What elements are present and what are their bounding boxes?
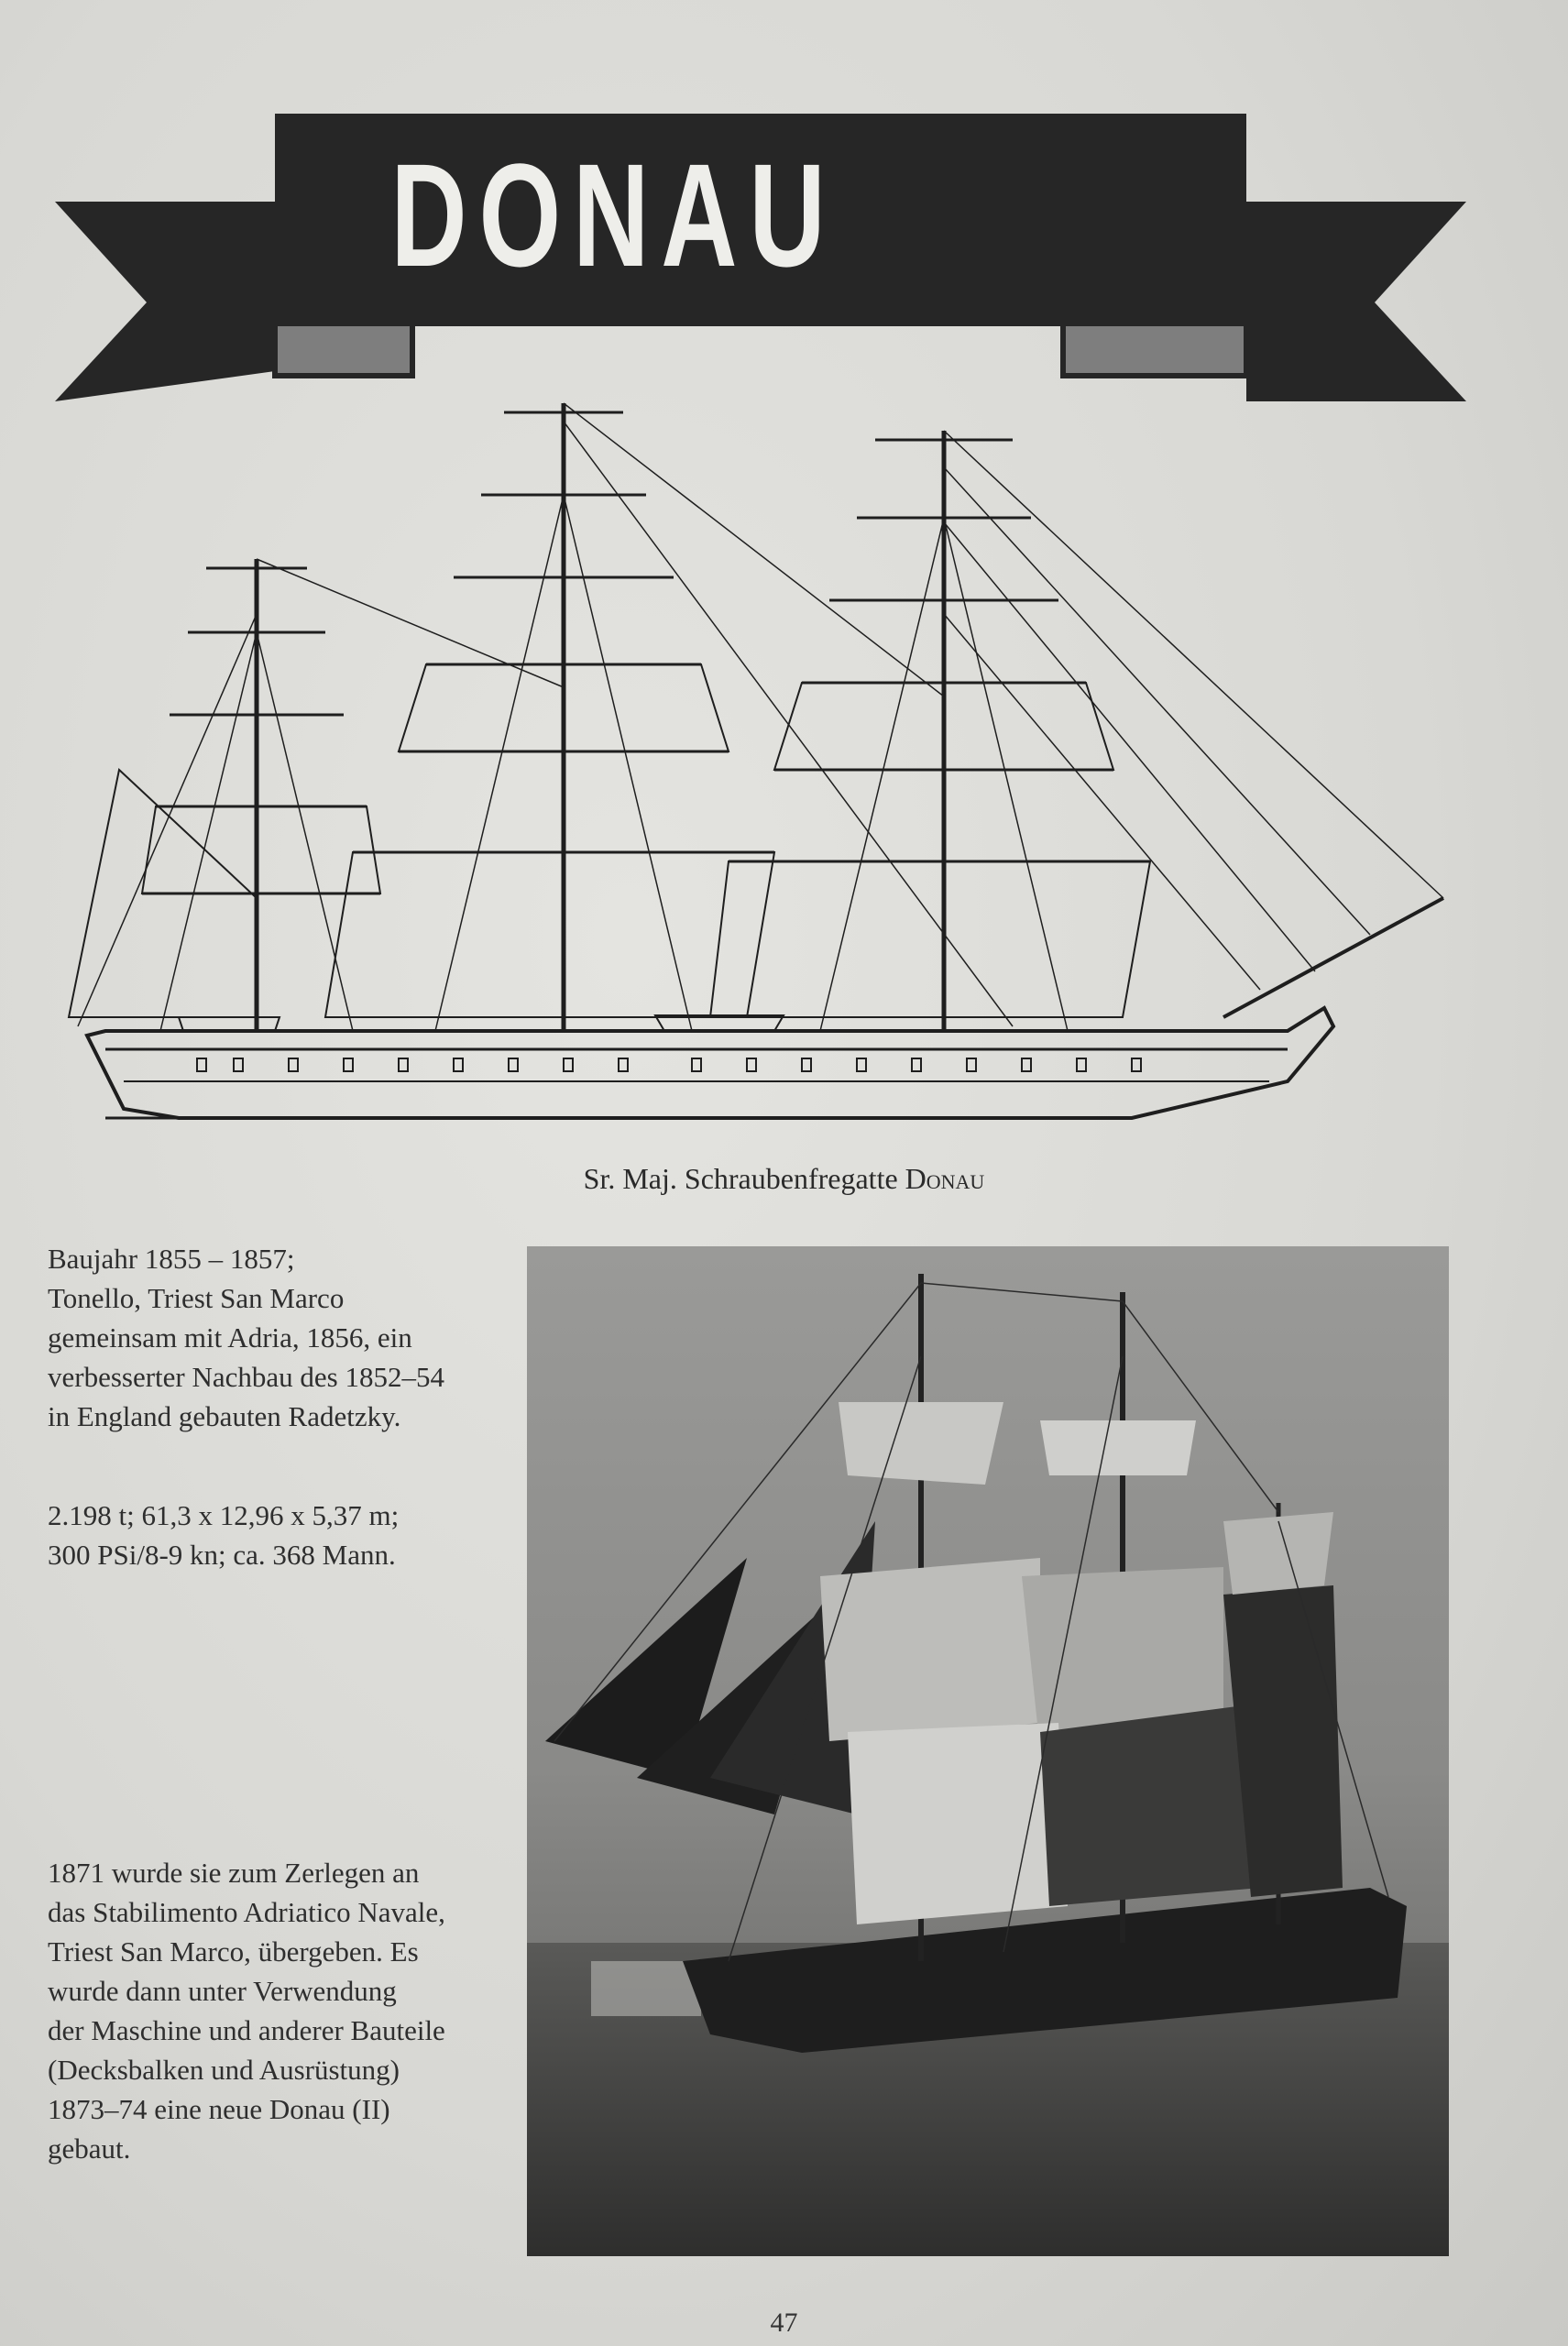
photo-sail-8 [1223, 1512, 1333, 1595]
photo-image [527, 1246, 1449, 2256]
gunports [197, 1058, 1141, 1071]
text-line: Tonello, Triest San Marco [48, 1282, 345, 1314]
frigate-photograph [527, 1246, 1449, 2256]
text-line: gebaut. [48, 2132, 131, 2165]
photo-sail-6 [1040, 1705, 1260, 1906]
history-info [48, 1853, 506, 2168]
mizzen-yards [142, 568, 380, 893]
banner-title: DONAU [390, 133, 838, 297]
page-number: 47 [770, 2308, 798, 2338]
sails [69, 664, 1150, 1017]
caption-ship-name: Donau [905, 1162, 985, 1195]
frigate-line-drawing [50, 385, 1462, 1136]
bowsprit [1223, 898, 1443, 1017]
text-line: der Maschine und anderer Bauteile [48, 2014, 445, 2046]
photo-sail-3 [820, 1558, 1040, 1741]
text-line: 300 PSi/8-9 kn; ca. 368 Mann. [48, 1539, 396, 1571]
text-line: das Stabilimento Adriatico Navale, [48, 1896, 445, 1928]
fore-yards [729, 440, 1150, 861]
text-line: Triest San Marco, übergeben. Es [48, 1935, 419, 1968]
text-line: verbesserter Nachbau des 1852–54 [48, 1361, 444, 1393]
hull-outline [87, 1008, 1333, 1118]
text-line: Baujahr 1855 – 1857; [48, 1243, 295, 1275]
ship-boat-2 [179, 1017, 280, 1031]
distant-boat [591, 1961, 701, 2016]
text-line: gemeinsam mit Adria, 1856, ein [48, 1321, 412, 1354]
text-line: (Decksbalken und Ausrüstung) [48, 2054, 400, 2086]
text-line: 1871 wurde sie zum Zerlegen an [48, 1857, 420, 1889]
text-line: in England gebauten Radetzky. [48, 1400, 401, 1432]
photo-sail-5 [848, 1723, 1068, 1924]
text-line: wurde dann unter Verwendung [48, 1975, 397, 2007]
photo-sail-1 [839, 1402, 1003, 1485]
construction-info [48, 1239, 506, 1436]
photo-sail-2 [1040, 1420, 1196, 1475]
specifications [48, 1496, 506, 1574]
caption-text: Sr. Maj. Schraubenfregatte [583, 1162, 905, 1195]
text-line: 2.198 t; 61,3 x 12,96 x 5,37 m; [48, 1499, 400, 1531]
banner-right-tail [1246, 202, 1466, 401]
drawing-caption [0, 1162, 1568, 1196]
banner-left-tail [55, 202, 275, 401]
text-line: 1873–74 eine neue Donau (II) [48, 2093, 390, 2125]
